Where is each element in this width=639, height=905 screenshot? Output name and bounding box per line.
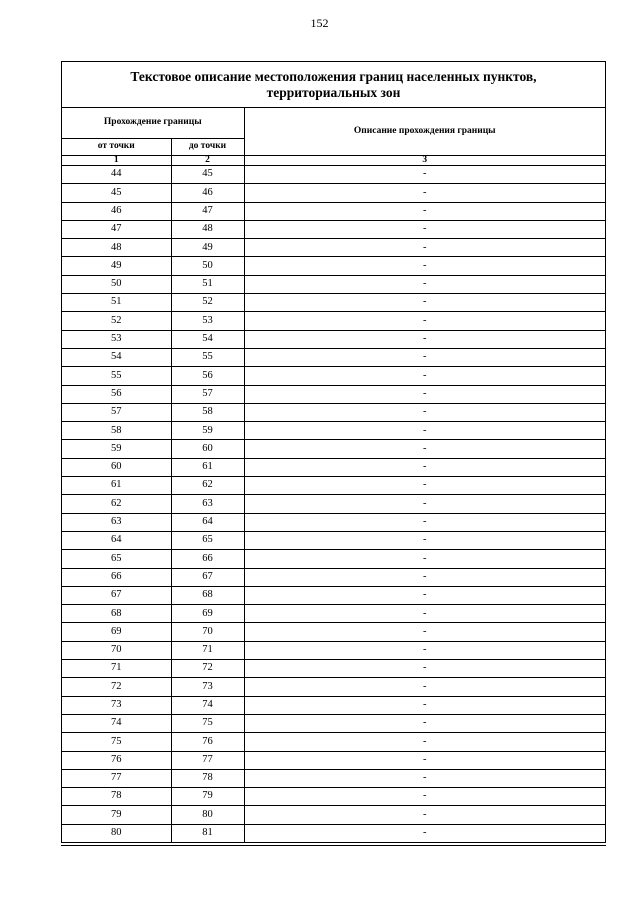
table-row — [62, 641, 605, 659]
cell-description: - — [244, 330, 605, 348]
cell-from-point: 63 — [62, 513, 171, 531]
cell-from-point: 56 — [62, 385, 171, 403]
cell-description: - — [244, 220, 605, 238]
cell-description: - — [244, 184, 605, 202]
table-row — [62, 623, 605, 641]
page-number: 152 — [310, 16, 329, 30]
table-body — [62, 166, 605, 843]
cell-from-point: 72 — [62, 678, 171, 696]
table-row — [62, 403, 605, 421]
cell-description: - — [244, 422, 605, 440]
cell-from-point: 69 — [62, 623, 171, 641]
cell-description: - — [244, 696, 605, 714]
cell-to-point: 69 — [171, 605, 244, 623]
table-row — [62, 769, 605, 787]
cell-description: - — [244, 477, 605, 495]
cell-to-point: 78 — [171, 769, 244, 787]
table-row — [62, 348, 605, 366]
cell-description: - — [244, 660, 605, 678]
cell-description: - — [244, 367, 605, 385]
cell-description: - — [244, 257, 605, 275]
cell-description: - — [244, 586, 605, 604]
cell-description: - — [244, 385, 605, 403]
cell-description: - — [244, 806, 605, 824]
table-row — [62, 660, 605, 678]
table-row — [62, 294, 605, 312]
cell-description: - — [244, 623, 605, 641]
header-description: Описание прохождения границы — [244, 108, 605, 155]
cell-from-point: 65 — [62, 550, 171, 568]
bottom-rule — [61, 845, 606, 846]
cell-to-point: 50 — [171, 257, 244, 275]
cell-description: - — [244, 733, 605, 751]
table-row — [62, 275, 605, 293]
cell-to-point: 66 — [171, 550, 244, 568]
cell-to-point: 61 — [171, 458, 244, 476]
cell-from-point: 50 — [62, 275, 171, 293]
cell-description: - — [244, 568, 605, 586]
table-row — [62, 531, 605, 549]
cell-to-point: 75 — [171, 714, 244, 732]
cell-to-point: 72 — [171, 660, 244, 678]
cell-description: - — [244, 275, 605, 293]
cell-from-point: 71 — [62, 660, 171, 678]
cell-from-point: 67 — [62, 586, 171, 604]
cell-from-point: 64 — [62, 531, 171, 549]
cell-to-point: 59 — [171, 422, 244, 440]
cell-from-point: 61 — [62, 477, 171, 495]
cell-from-point: 48 — [62, 239, 171, 257]
table-row — [62, 605, 605, 623]
cell-description: - — [244, 605, 605, 623]
cell-description: - — [244, 513, 605, 531]
cell-to-point: 45 — [171, 166, 244, 184]
table-row — [62, 806, 605, 824]
cell-to-point: 81 — [171, 824, 244, 842]
cell-to-point: 53 — [171, 312, 244, 330]
cell-from-point: 47 — [62, 220, 171, 238]
cell-from-point: 79 — [62, 806, 171, 824]
cell-from-point: 55 — [62, 367, 171, 385]
cell-description: - — [244, 312, 605, 330]
cell-from-point: 68 — [62, 605, 171, 623]
cell-description: - — [244, 166, 605, 184]
table-row — [62, 458, 605, 476]
header-from-point: от точки — [62, 138, 171, 155]
cell-from-point: 76 — [62, 751, 171, 769]
cell-description: - — [244, 458, 605, 476]
table-row — [62, 312, 605, 330]
cell-to-point: 76 — [171, 733, 244, 751]
cell-description: - — [244, 550, 605, 568]
cell-to-point: 65 — [171, 531, 244, 549]
cell-to-point: 49 — [171, 239, 244, 257]
header-to-point: до точки — [171, 138, 244, 155]
table-row — [62, 696, 605, 714]
cell-to-point: 71 — [171, 641, 244, 659]
boundary-table — [62, 108, 605, 843]
cell-to-point: 73 — [171, 678, 244, 696]
table-header — [62, 108, 605, 166]
cell-to-point: 46 — [171, 184, 244, 202]
cell-to-point: 77 — [171, 751, 244, 769]
cell-from-point: 80 — [62, 824, 171, 842]
cell-description: - — [244, 788, 605, 806]
cell-description: - — [244, 824, 605, 842]
cell-to-point: 54 — [171, 330, 244, 348]
cell-to-point: 74 — [171, 696, 244, 714]
cell-to-point: 68 — [171, 586, 244, 604]
cell-from-point: 54 — [62, 348, 171, 366]
table-row — [62, 733, 605, 751]
table-row — [62, 440, 605, 458]
cell-description: - — [244, 294, 605, 312]
cell-to-point: 55 — [171, 348, 244, 366]
table-row — [62, 367, 605, 385]
cell-from-point: 58 — [62, 422, 171, 440]
table-row — [62, 678, 605, 696]
cell-to-point: 63 — [171, 495, 244, 513]
cell-description: - — [244, 239, 605, 257]
cell-to-point: 52 — [171, 294, 244, 312]
cell-from-point: 44 — [62, 166, 171, 184]
table-row — [62, 586, 605, 604]
cell-description: - — [244, 641, 605, 659]
cell-to-point: 60 — [171, 440, 244, 458]
boundary-table-frame — [61, 61, 606, 843]
cell-from-point: 45 — [62, 184, 171, 202]
cell-to-point: 80 — [171, 806, 244, 824]
header-num-from: 1 — [62, 155, 171, 166]
table-row — [62, 184, 605, 202]
table-row — [62, 477, 605, 495]
table-row — [62, 257, 605, 275]
cell-from-point: 78 — [62, 788, 171, 806]
cell-description: - — [244, 495, 605, 513]
cell-to-point: 79 — [171, 788, 244, 806]
cell-from-point: 62 — [62, 495, 171, 513]
cell-from-point: 70 — [62, 641, 171, 659]
cell-to-point: 48 — [171, 220, 244, 238]
cell-from-point: 49 — [62, 257, 171, 275]
table-row — [62, 788, 605, 806]
table-row — [62, 239, 605, 257]
table-row — [62, 513, 605, 531]
cell-from-point: 60 — [62, 458, 171, 476]
cell-from-point: 66 — [62, 568, 171, 586]
cell-to-point: 62 — [171, 477, 244, 495]
cell-description: - — [244, 348, 605, 366]
cell-from-point: 52 — [62, 312, 171, 330]
header-boundary-passage: Прохождение границы — [62, 108, 244, 138]
cell-description: - — [244, 202, 605, 220]
table-row — [62, 495, 605, 513]
cell-to-point: 47 — [171, 202, 244, 220]
cell-description: - — [244, 769, 605, 787]
cell-description: - — [244, 531, 605, 549]
cell-from-point: 59 — [62, 440, 171, 458]
cell-from-point: 73 — [62, 696, 171, 714]
table-row — [62, 550, 605, 568]
cell-from-point: 75 — [62, 733, 171, 751]
table-row — [62, 330, 605, 348]
table-row — [62, 166, 605, 184]
cell-description: - — [244, 678, 605, 696]
cell-from-point: 74 — [62, 714, 171, 732]
table-row — [62, 422, 605, 440]
header-num-to: 2 — [171, 155, 244, 166]
cell-description: - — [244, 403, 605, 421]
cell-to-point: 57 — [171, 385, 244, 403]
table-row — [62, 202, 605, 220]
table-row — [62, 751, 605, 769]
table-title: Текстовое описание местоположения границ населенных пунктов, территориальных зон — [62, 62, 605, 108]
cell-description: - — [244, 714, 605, 732]
cell-to-point: 51 — [171, 275, 244, 293]
header-num-desc: 3 — [244, 155, 605, 166]
cell-from-point: 77 — [62, 769, 171, 787]
table-row — [62, 220, 605, 238]
cell-from-point: 57 — [62, 403, 171, 421]
cell-to-point: 70 — [171, 623, 244, 641]
cell-description: - — [244, 751, 605, 769]
cell-description: - — [244, 440, 605, 458]
table-row — [62, 714, 605, 732]
cell-to-point: 67 — [171, 568, 244, 586]
cell-from-point: 46 — [62, 202, 171, 220]
cell-to-point: 58 — [171, 403, 244, 421]
table-row — [62, 385, 605, 403]
cell-to-point: 56 — [171, 367, 244, 385]
cell-from-point: 51 — [62, 294, 171, 312]
cell-from-point: 53 — [62, 330, 171, 348]
table-row — [62, 824, 605, 842]
table-row — [62, 568, 605, 586]
cell-to-point: 64 — [171, 513, 244, 531]
